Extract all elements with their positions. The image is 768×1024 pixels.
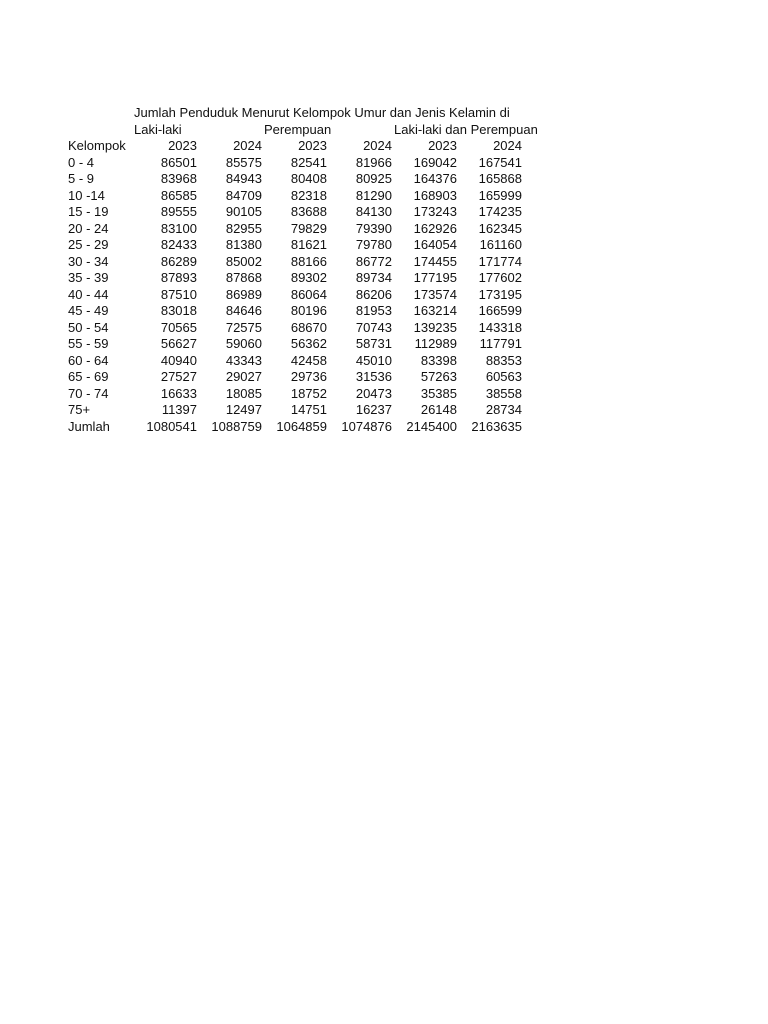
table-cell: 162345 <box>478 220 522 236</box>
table-cell: 60563 <box>485 369 522 384</box>
spreadsheet <box>68 105 538 435</box>
table-cell: 86989 <box>225 286 262 302</box>
table-row <box>68 320 522 337</box>
table-cell: 86206 <box>355 286 392 302</box>
table-cell: 84646 <box>225 303 262 318</box>
row-label: 60 - 64 <box>68 352 109 368</box>
table-cell: 82318 <box>290 187 327 203</box>
row-label: 50 - 54 <box>68 319 109 335</box>
table-cell: 68670 <box>290 319 327 335</box>
table-cell: 88166 <box>290 253 327 269</box>
table-cell: 83398 <box>420 352 457 368</box>
table-cell: 177602 <box>478 270 522 285</box>
group-header-row <box>68 121 538 139</box>
row-label: 70 - 74 <box>68 385 109 401</box>
table-cell: 169042 <box>413 154 457 170</box>
table-cell: 79390 <box>355 220 392 236</box>
table-cell: 2145400 <box>406 418 457 434</box>
table-cell: 12497 <box>225 402 262 417</box>
table-row <box>68 419 522 436</box>
table-cell: 83100 <box>160 220 197 236</box>
table-cell: 84943 <box>225 171 262 186</box>
table-cell: 72575 <box>225 319 262 335</box>
table-cell: 35385 <box>420 385 457 401</box>
table-cell: 168903 <box>413 187 457 203</box>
table-cell: 86064 <box>290 286 327 302</box>
table-cell: 174235 <box>478 204 522 219</box>
table-cell: 79829 <box>290 220 327 236</box>
table-cell: 117791 <box>479 336 522 351</box>
table-cell: 164376 <box>413 171 457 186</box>
row-label: Jumlah <box>68 418 110 434</box>
table-row <box>68 287 522 304</box>
row-label: 35 - 39 <box>68 270 109 285</box>
table-row <box>68 336 522 353</box>
table-cell: 173243 <box>413 204 457 219</box>
table-cell: 28734 <box>485 402 522 417</box>
table-cell: 173574 <box>413 286 457 302</box>
table-cell: 1088759 <box>211 418 262 434</box>
table-cell: 43343 <box>225 352 262 368</box>
table-cell: 165999 <box>478 187 522 203</box>
table-row <box>68 386 522 403</box>
table-cell: 14751 <box>290 402 327 417</box>
table-cell: 84130 <box>355 204 392 219</box>
table-cell: 83018 <box>160 303 197 318</box>
row-label: 20 - 24 <box>68 220 109 236</box>
table-cell: 163214 <box>413 303 457 318</box>
row-label: 40 - 44 <box>68 286 109 302</box>
column-header-year: 2023 <box>168 138 197 153</box>
row-label: 25 - 29 <box>68 237 109 252</box>
table-cell: 164054 <box>413 237 457 252</box>
row-label: 55 - 59 <box>68 336 109 351</box>
table-cell: 26148 <box>420 402 457 417</box>
table-cell: 18085 <box>225 385 262 401</box>
table-cell: 57263 <box>420 369 457 384</box>
table-cell: 11397 <box>161 402 197 417</box>
table-cell: 70743 <box>355 319 392 335</box>
table-cell: 86585 <box>160 187 197 203</box>
table-cell: 2163635 <box>471 418 522 434</box>
table-cell: 86772 <box>355 253 392 269</box>
table-cell: 38558 <box>485 385 522 401</box>
table-cell: 70565 <box>160 319 197 335</box>
column-header-year: 2023 <box>298 138 327 153</box>
table-cell: 85002 <box>225 253 262 269</box>
table-cell: 86289 <box>160 253 197 269</box>
table-cell: 83688 <box>290 204 327 219</box>
row-label: 75+ <box>68 402 91 417</box>
table-body <box>68 155 522 436</box>
column-header-year: 2023 <box>428 138 457 153</box>
table-cell: 18752 <box>290 385 327 401</box>
table-cell: 16237 <box>355 402 392 417</box>
table-row <box>68 171 522 188</box>
column-header-kelompok: Kelompok <box>68 138 126 153</box>
table-cell: 80196 <box>290 303 327 318</box>
table-cell: 167541 <box>478 154 522 170</box>
table-cell: 89302 <box>290 270 327 285</box>
table-cell: 112989 <box>414 336 457 351</box>
table-cell: 85575 <box>225 154 262 170</box>
table-cell: 86501 <box>160 154 197 170</box>
group-header-perempuan: Perempuan <box>264 121 332 137</box>
year-header-row <box>68 138 522 155</box>
table-cell: 82541 <box>290 154 327 170</box>
table-cell: 83968 <box>160 171 197 186</box>
table-cell: 89734 <box>355 270 392 285</box>
table-cell: 81953 <box>355 303 392 318</box>
table-cell: 58731 <box>355 336 392 351</box>
table-cell: 87893 <box>160 270 197 285</box>
table-cell: 177195 <box>413 270 457 285</box>
row-label: 30 - 34 <box>68 253 109 269</box>
table-cell: 59060 <box>225 336 262 351</box>
table-cell: 56362 <box>290 336 327 351</box>
column-header-year: 2024 <box>233 138 262 153</box>
table-cell: 80925 <box>355 171 392 186</box>
table-cell: 27527 <box>160 369 197 384</box>
table-cell: 162926 <box>413 220 457 236</box>
table-cell: 90105 <box>225 204 262 219</box>
table-title: Jumlah Penduduk Menurut Kelompok Umur dan Jenis Kelamin di <box>134 105 510 120</box>
table-cell: 87510 <box>160 286 197 302</box>
table-row <box>68 270 522 287</box>
table-cell: 166599 <box>478 303 522 318</box>
table-cell: 161160 <box>479 237 522 252</box>
table-row <box>68 204 522 221</box>
column-header-year: 2024 <box>493 138 522 153</box>
row-label: 65 - 69 <box>68 369 109 384</box>
table-row <box>68 369 522 386</box>
table-cell: 81966 <box>355 154 392 170</box>
title-row <box>68 105 522 122</box>
table-cell: 1064859 <box>276 418 327 434</box>
row-label: 0 - 4 <box>68 154 95 170</box>
table-cell: 81380 <box>225 237 262 252</box>
table-row <box>68 221 522 238</box>
table-cell: 40940 <box>160 352 197 368</box>
table-cell: 171774 <box>478 253 522 269</box>
table-cell: 42458 <box>290 352 327 368</box>
table-row <box>68 155 522 172</box>
table-cell: 174455 <box>413 253 457 269</box>
table-cell: 165868 <box>478 171 522 186</box>
row-label: 5 - 9 <box>68 171 95 186</box>
table-cell: 16633 <box>160 385 197 401</box>
table-cell: 56627 <box>160 336 197 351</box>
row-label: 10 -14 <box>68 187 105 203</box>
table-cell: 88353 <box>485 352 522 368</box>
table-cell: 81290 <box>355 187 392 203</box>
table-cell: 87868 <box>225 270 262 285</box>
column-header-year: 2024 <box>363 138 392 153</box>
table-cell: 79780 <box>355 237 392 252</box>
table-cell: 143318 <box>478 319 522 335</box>
table-cell: 82955 <box>225 220 262 236</box>
table-cell: 29736 <box>290 369 327 384</box>
table-cell: 20473 <box>355 385 392 401</box>
table-cell: 84709 <box>225 187 262 203</box>
table-cell: 80408 <box>290 171 327 186</box>
table-cell: 82433 <box>160 237 197 252</box>
table-cell: 89555 <box>160 204 197 219</box>
table-cell: 173195 <box>478 286 522 302</box>
row-label: 15 - 19 <box>68 204 109 219</box>
table-cell: 139235 <box>413 319 457 335</box>
table-cell: 29027 <box>225 369 262 384</box>
table-row <box>68 188 522 205</box>
table-row <box>68 237 522 254</box>
table-cell: 1080541 <box>146 418 197 434</box>
group-header-total: Laki-laki dan Perempuan <box>394 121 538 137</box>
table-cell: 81621 <box>290 237 327 252</box>
table-cell: 45010 <box>355 352 392 368</box>
row-label: 45 - 49 <box>68 303 109 318</box>
table-row <box>68 353 522 370</box>
table-row <box>68 402 522 419</box>
table-cell: 31536 <box>355 369 392 384</box>
group-header-laki-laki: Laki-laki <box>134 121 182 137</box>
table-row <box>68 303 522 320</box>
table-row <box>68 254 522 271</box>
table-cell: 1074876 <box>341 418 392 434</box>
